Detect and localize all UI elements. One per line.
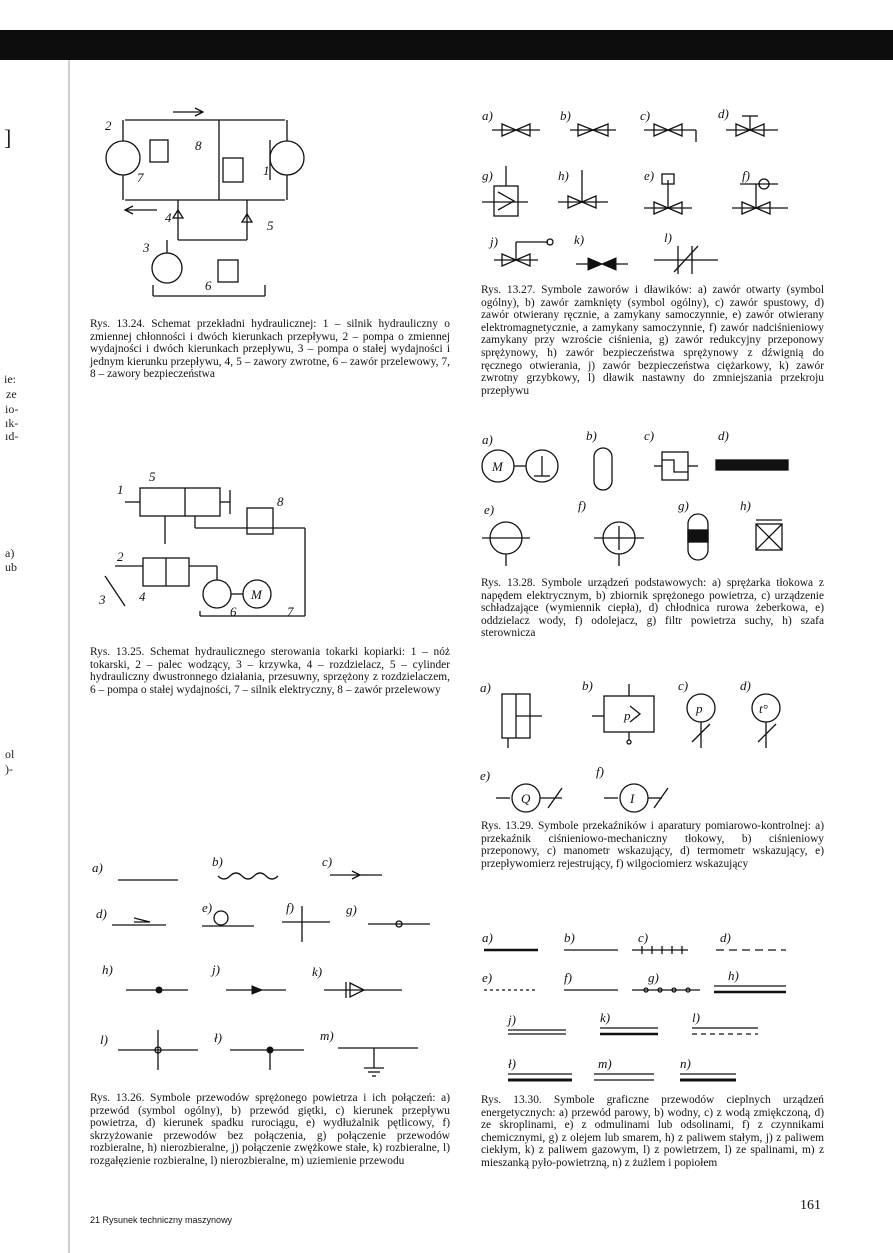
figure-13-25-label: 1 — [117, 482, 124, 497]
figure-13-26-label: a) — [92, 860, 103, 875]
figure-13-24-caption: Rys. 13.24. Schemat przekładni hydraulicznej: 1 – silnik hydrauliczny o zmiennej chłonności i dwóch kierunkach przepływu, 2 – pompa o zmiennej wydajności i dwóch kierunkach przepływu, 3 – pompa o stałej wydajności i jednym kierunku przepływu, 4, 5 – zawory zwrotne, 6 – zawór przelewowy, 7, 8 – zawory bezpieczeństwa — [90, 318, 450, 381]
figure-13-24-label: 1 — [263, 163, 270, 178]
figure-13-26-label: g) — [346, 902, 357, 917]
figure-13-27-label: e) — [644, 168, 655, 183]
figure-13-27-label: c) — [640, 108, 651, 123]
figure-13-25-label: 6 — [230, 604, 237, 619]
figure-13-29-label: d) — [740, 678, 751, 693]
figure-13-28-label: e) — [484, 502, 495, 517]
figure-13-28-label: M — [492, 459, 503, 474]
figure-13-28-label: h) — [740, 498, 751, 513]
figure-13-25-label: M — [251, 587, 262, 602]
figure-13-30-caption: Rys. 13.30. Symbole graficzne przewodów cieplnych urządzeń energetycznych: a) przewód parowy, b) wodny, c) z wodą zmiękczoną, d) ze skroplinami, e) z odmulinami lub odsolinami, f) z czynnikami chemicznymi, g) z olejem lub smarem, h) z paliwem stałym, j) z paliwem ciekłym, k) z paliwem gazowym, l) z powietrzem, l) ze spalinami, m) z mieszanką pyło-powietrzną, n) z żużlem i popiołem — [481, 1094, 824, 1169]
figure-13-26-label: k) — [312, 964, 323, 979]
figure-13-29-label: f) — [596, 764, 604, 779]
figure-13-25-label: 7 — [287, 604, 294, 619]
margin-fragment: ık- — [5, 416, 19, 430]
figure-13-26-label: b) — [212, 854, 223, 869]
figure-13-30-label: d) — [720, 930, 731, 945]
figure-13-29-diagram — [478, 672, 818, 814]
figure-13-29-label: Q — [521, 791, 531, 806]
figure-13-27-label: d) — [718, 106, 729, 121]
figure-13-28-label: f) — [578, 498, 586, 513]
figure-13-28-label: b) — [586, 428, 597, 443]
margin-fragment: a) — [5, 546, 15, 560]
figure-13-27-label: b) — [560, 108, 571, 123]
figure-13-30-label: b) — [564, 930, 575, 945]
figure-13-30-label: n) — [680, 1056, 691, 1071]
figure-13-26-label: l) — [100, 1032, 108, 1047]
page-footer: 21 Rysunek techniczny maszynowy — [90, 1215, 233, 1225]
figure-13-26-label: ł) — [214, 1030, 222, 1045]
figure-13-29-caption: Rys. 13.29. Symbole przekaźników i aparatury pomiarowo-kontrolnej: a) przekaźnik ciśnieniowo-mechaniczny tłokowy, b) ciśnieniowy przeponowy, c) manometr wskazujący, d) termometr wskazujący, e) przepływomierz rejestrujący, f) wilgociomierz wskazujący — [481, 820, 824, 870]
figure-13-27-label: g) — [482, 168, 493, 183]
figure-13-30-label: h) — [728, 968, 739, 983]
figure-13-25-label: 2 — [117, 549, 124, 564]
margin-fragment: ıd- — [5, 429, 19, 443]
figure-13-24-label: 3 — [143, 240, 150, 255]
figure-13-28-label: c) — [644, 428, 655, 443]
figure-13-29-label: t° — [759, 701, 768, 716]
figure-13-26-label: e) — [202, 900, 213, 915]
figure-13-24-label: 7 — [137, 170, 144, 185]
figure-13-26-caption: Rys. 13.26. Symbole przewodów sprężonego powietrza i ich połączeń: a) przewód (symbol ogólny), b) przewód giętki, c) kierunek przepływu powietrza, d) kierunek spadku rurociągu, e) wydłużalnik pętlicowy, f) skrzyżowanie przewodów bez połączenia, g) połączenie przewodów rozbieralne, h) nierozbieralne, j) połączenie zwężkowe stałe, k) rozbieralne, l) rozgałęzienie rozbieralne, l) nierozbieralne, m) uziemienie przewodu — [90, 1092, 450, 1167]
figure-13-26-label: d) — [96, 906, 107, 921]
figure-13-24-label: 4 — [165, 210, 172, 225]
figure-13-26-diagram — [90, 850, 450, 1090]
figure-13-30-label: c) — [638, 930, 649, 945]
figure-13-27-label: a) — [482, 108, 493, 123]
figure-13-27-label: f) — [742, 168, 750, 183]
binding-edge — [68, 60, 70, 1253]
figure-13-26-label: h) — [102, 962, 113, 977]
figure-13-24-diagram — [95, 100, 315, 310]
figure-13-24-label: 2 — [105, 118, 112, 133]
figure-13-28-label: a) — [482, 432, 493, 447]
figure-13-30-label: l) — [692, 1010, 700, 1025]
figure-13-30-label: g) — [648, 970, 659, 985]
figure-13-27-label: j) — [490, 234, 498, 249]
figure-13-30-diagram — [478, 924, 818, 1092]
figure-13-25-label: 5 — [149, 469, 156, 484]
figure-13-27-diagram — [478, 100, 818, 278]
figure-13-27-label: k) — [574, 232, 585, 247]
figure-13-30-label: ł) — [508, 1056, 516, 1071]
figure-13-27-label: h) — [558, 168, 569, 183]
figure-13-27-caption: Rys. 13.27. Symbole zaworów i dławików: a) zawór otwarty (symbol ogólny), b) zawór zamknięty (symbol ogólny), c) zawór spustowy, d) zawór otwierany ręcznie, a zamykany samoczynnie, e) zawór otwierany elektromagnetycznie, a zamykany samoczynnie, f) zawór nadciśnieniowy zamykany przy wzroście ciśnienia, g) zawór redukcyjny przeponowy sprężynowy, h) zawór bezpieczeństwa sprężynowy z dźwignią do ręcznego otwierania, j) zawór bezpieczeństwa ciężarkowy, k) zawór zwrotny grzybkowy, l) dławik nastawny do zmniejszania przekroju przepływu — [481, 284, 824, 397]
figure-13-25-label: 3 — [99, 592, 106, 607]
figure-13-28-label: g) — [678, 498, 689, 513]
figure-13-29-label: e) — [480, 768, 491, 783]
margin-fragment: ze — [6, 387, 17, 401]
figure-13-27-label: l) — [664, 230, 672, 245]
figure-13-24-label: 6 — [205, 278, 212, 293]
figure-13-30-label: j) — [508, 1012, 516, 1027]
figure-13-24-label: 8 — [195, 138, 202, 153]
figure-13-28-label: d) — [718, 428, 729, 443]
figure-13-26-label: f) — [286, 900, 294, 915]
figure-13-25-label: 8 — [277, 494, 284, 509]
margin-fragment: ] — [4, 125, 12, 150]
margin-fragment: )- — [5, 762, 13, 776]
figure-13-30-label: m) — [598, 1056, 612, 1071]
figure-13-29-label: a) — [480, 680, 491, 695]
page-number: 161 — [800, 1198, 821, 1213]
figure-13-28-diagram — [478, 426, 818, 572]
figure-13-28-caption: Rys. 13.28. Symbole urządzeń podstawowych: a) sprężarka tłokowa z napędem elektrycznym, b) zbiornik sprężonego powietrza, c) urządzenie schładzające (wymiennik ciepła), d) chłodnica rurowa żeberkowa, e) oddzielacz wody, f) odolejacz, g) filtr powietrza suchy, h) szafa sterownicza — [481, 577, 824, 640]
figure-13-29-label: p — [696, 701, 703, 716]
figure-13-30-label: e) — [482, 970, 493, 985]
margin-fragment: ub — [5, 560, 17, 574]
figure-13-29-label: c) — [678, 678, 689, 693]
figure-13-30-label: k) — [600, 1010, 611, 1025]
figure-13-26-label: c) — [322, 854, 333, 869]
figure-13-25-label: 4 — [139, 589, 146, 604]
figure-13-29-label: b) — [582, 678, 593, 693]
figure-13-26-label: m) — [320, 1028, 334, 1043]
margin-fragment: ie: — [4, 372, 16, 386]
figure-13-30-label: f) — [564, 970, 572, 985]
margin-fragment: io- — [5, 402, 19, 416]
figure-13-25-caption: Rys. 13.25. Schemat hydraulicznego sterowania tokarki kopiarki: 1 – nóż tokarski, 2 – palec wodzący, 3 – krzywka, 4 – rozdzielacz, 5 – cylinder hydrauliczny dwustronnego działania, przesuwny, sprzężony z rozdzielaczem, 6 – pompa o stałej wydajności, 7 – silnik elektryczny, 8 – zawór przelewowy — [90, 646, 450, 696]
margin-fragment: ol — [5, 747, 15, 761]
figure-13-24-label: 5 — [267, 218, 274, 233]
figure-13-29-label: p — [624, 708, 631, 723]
figure-13-29-label: I — [630, 791, 635, 806]
figure-13-30-label: a) — [482, 930, 493, 945]
figure-13-25-diagram — [95, 466, 315, 636]
scan-top-bar — [0, 30, 893, 60]
figure-13-26-label: j) — [212, 962, 220, 977]
